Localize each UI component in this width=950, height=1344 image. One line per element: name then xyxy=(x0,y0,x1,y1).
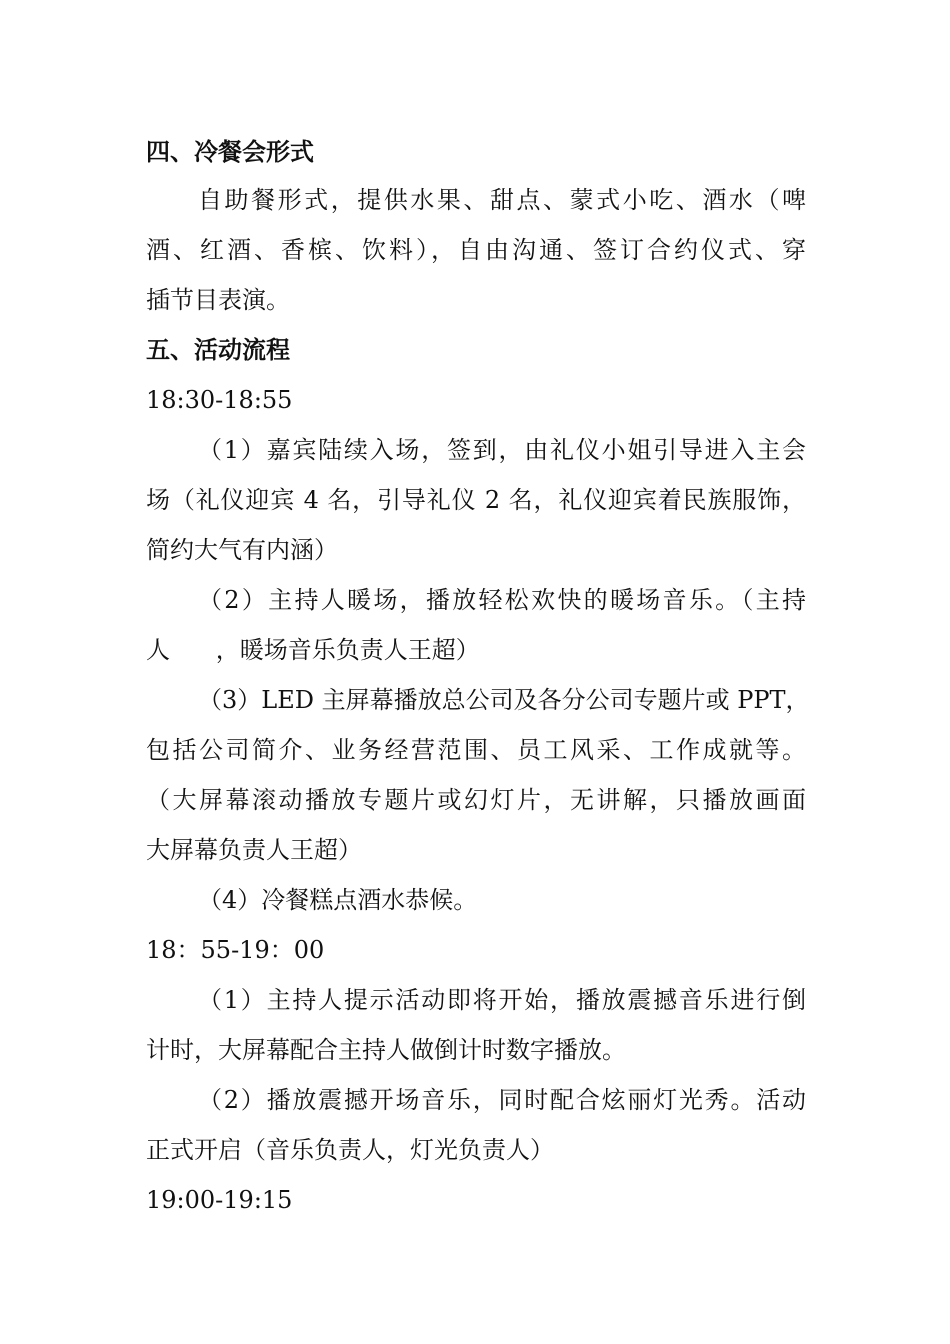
paragraph-line: （大屏幕滚动播放专题片或幻灯片，无讲解，只播放画面 xyxy=(146,786,806,814)
section-heading-5: 五、活动流程 xyxy=(146,336,290,364)
section-heading-4: 四、冷餐会形式 xyxy=(146,138,314,166)
paragraph-line: （3）LED 主屏幕播放总公司及各分公司专题片或 PPT， xyxy=(198,686,810,714)
paragraph-line: 自助餐形式，提供水果、甜点、蒙式小吃、酒水（啤 xyxy=(198,186,806,214)
paragraph-line: （1）嘉宾陆续入场，签到，由礼仪小姐引导进入主会 xyxy=(198,436,806,464)
paragraph-line: 计时，大屏幕配合主持人做倒计时数字播放。 xyxy=(146,1036,626,1064)
paragraph-line: 简约大气有内涵） xyxy=(146,536,338,564)
paragraph-line: 人 ，暖场音乐负责人王超） xyxy=(146,636,480,664)
paragraph-line: （2）主持人暖场，播放轻松欢快的暖场音乐。（主持 xyxy=(198,586,806,614)
time-slot: 19:00-19:15 xyxy=(146,1186,293,1214)
time-slot: 18:30-18:55 xyxy=(146,386,293,414)
paragraph-line: 大屏幕负责人王超） xyxy=(146,836,362,864)
paragraph-line: 酒、红酒、香槟、饮料），自由沟通、签订合约仪式、穿 xyxy=(146,236,806,264)
paragraph-line: 插节目表演。 xyxy=(146,286,290,314)
paragraph-line: （4）冷餐糕点酒水恭候。 xyxy=(198,886,478,914)
paragraph-line: 正式开启（音乐负责人，灯光负责人） xyxy=(146,1136,554,1164)
paragraph-line: 包括公司简介、业务经营范围、员工风采、工作成就等。 xyxy=(146,736,806,764)
paragraph-line: （2）播放震撼开场音乐，同时配合炫丽灯光秀。活动 xyxy=(198,1086,806,1114)
paragraph-line: （1）主持人提示活动即将开始，播放震撼音乐进行倒 xyxy=(198,986,806,1014)
time-slot: 18：55-19：00 xyxy=(146,936,325,964)
paragraph-line: 场（礼仪迎宾 4 名，引导礼仪 2 名，礼仪迎宾着民族服饰， xyxy=(146,486,806,514)
